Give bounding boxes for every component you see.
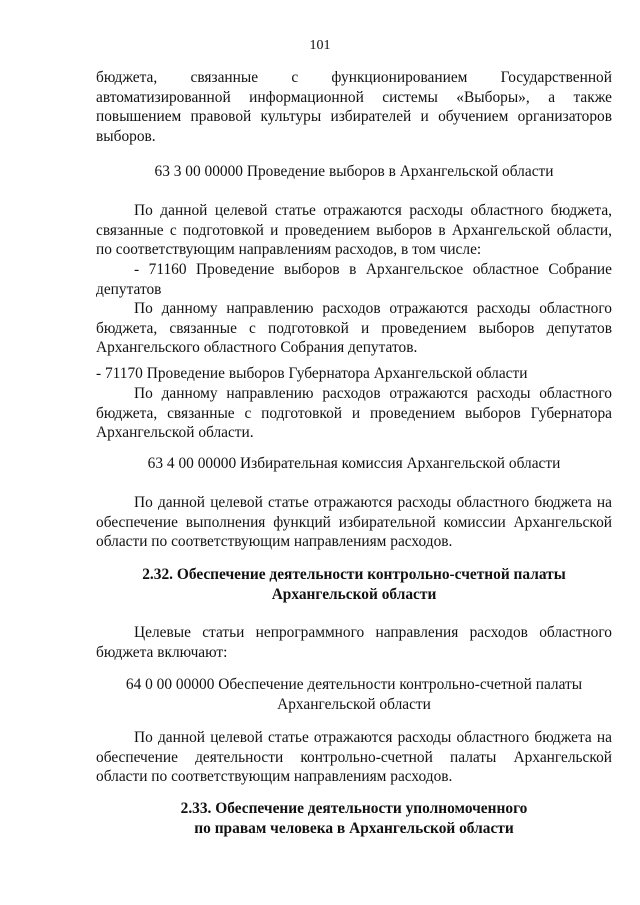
- text-line: бюджета, связанные с подготовкой и проведением выборов Губернатора: [96, 404, 612, 422]
- text-line: По данной целевой статье отражаются расходы областного бюджета на: [134, 729, 612, 746]
- text-line: депутатов: [96, 280, 162, 298]
- text-line: - 71160 Проведение выборов в Архангельское областное Собрание: [134, 261, 612, 278]
- text-line: бюджета, связанные с функционированием Государственной: [96, 69, 612, 86]
- text-line: области по соответствующим направлениям расходов.: [96, 533, 453, 551]
- text-line: Архангельского областного Собрания депутатов.: [96, 339, 418, 357]
- intro-paragraph: [96, 68, 612, 146]
- text-line: Архангельской области.: [96, 424, 254, 442]
- section-heading-2-32: [96, 565, 612, 604]
- heading-line: Архангельской области: [271, 585, 437, 603]
- text-line: связанные с подготовкой и проведением выборов в Архангельской области,: [96, 221, 612, 239]
- heading-line: 64 0 00 00000 Обеспечение деятельности контрольно-счетной палаты: [125, 676, 583, 693]
- paragraph-71170: [96, 384, 612, 443]
- text-line: По данной целевой статье отражаются расходы областного бюджета на: [134, 494, 612, 511]
- text-line: по соответствующим направлениям расходов, в том числе:: [96, 241, 482, 259]
- text-line: обеспечение деятельности контрольно-счетной палаты Архангельской: [96, 748, 612, 766]
- heading-line: 2.33. Обеспечение деятельности уполномоченного: [180, 800, 528, 817]
- heading-line: 2.32. Обеспечение деятельности контрольно-счетной палаты: [142, 566, 566, 583]
- item-71160: [96, 260, 612, 299]
- page-number: 101: [309, 38, 331, 53]
- heading-63-3: 63 3 00 00000 Проведение выборов в Архангельской области: [154, 163, 554, 180]
- text-line: области по соответствующим направлениям расходов.: [96, 768, 453, 786]
- text-line: выборов.: [96, 127, 156, 145]
- text-line: обеспечение выполнения функций избирательной комиссии Архангельской: [96, 513, 612, 531]
- paragraph-64: [96, 728, 612, 787]
- section-heading-2-33: [96, 799, 612, 838]
- text-line: По данному направлению расходов отражаются расходы областного: [134, 300, 612, 317]
- paragraph-71160: [96, 299, 612, 358]
- text-line: По данному направлению расходов отражаются расходы областного: [134, 385, 612, 402]
- text-line: По данной целевой статье отражаются расходы областного бюджета,: [134, 202, 612, 219]
- item-71170: - 71170 Проведение выборов Губернатора Архангельской области: [96, 365, 528, 382]
- text-line: бюджета включают:: [96, 643, 228, 661]
- text-line: бюджета, связанные с подготовкой и проведением выборов депутатов: [96, 319, 612, 337]
- text-line: Целевые статьи непрограммного направления расходов областного: [134, 624, 612, 641]
- paragraph-63-3: [96, 201, 612, 260]
- heading-63-4: 63 4 00 00000 Избирательная комиссия Архангельской области: [147, 455, 561, 472]
- heading-line: Архангельской области: [277, 695, 431, 713]
- text-line: автоматизированной информационной системы «Выборы», а также: [96, 88, 612, 106]
- heading-64: [96, 675, 612, 714]
- paragraph-63-4: [96, 493, 612, 552]
- text-line: повышением правовой культуры избирателей и обучением организаторов: [96, 108, 612, 126]
- paragraph-2-32: [96, 623, 612, 662]
- heading-line: по правам человека в Архангельской области: [194, 819, 514, 837]
